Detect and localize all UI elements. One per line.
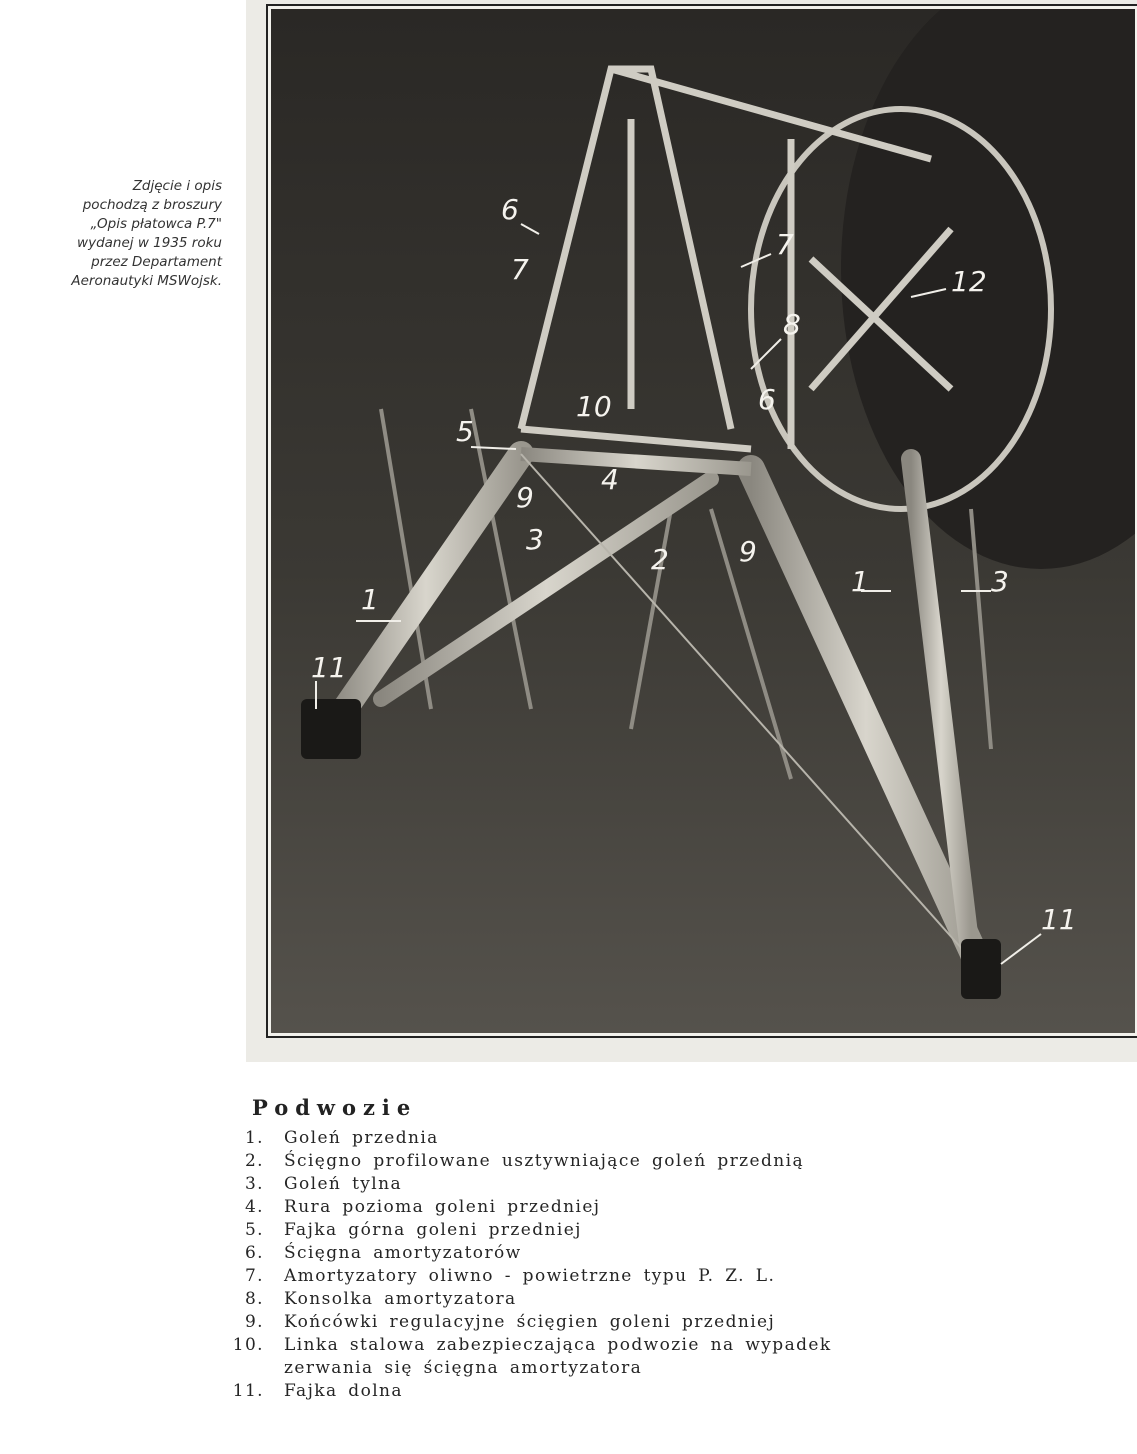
legend-text: Goleń przednia — [284, 1128, 439, 1148]
legend-list — [226, 1127, 926, 1403]
legend-item — [226, 1334, 926, 1380]
legend-number: 7. — [244, 1266, 264, 1286]
legend-text: Ścięgna amortyzatorów — [284, 1243, 522, 1263]
callout-label: 11 — [311, 651, 347, 684]
callout-label: 10 — [576, 390, 612, 423]
callout-label: 6 — [501, 193, 519, 226]
legend-number: 10. — [232, 1335, 264, 1355]
caption-line: przez Departament — [91, 254, 222, 270]
undercarriage-photo — [268, 6, 1137, 1036]
legend-title: Podwozie — [252, 1095, 418, 1120]
legend-text: Fajka górna goleni przedniej — [284, 1220, 582, 1240]
legend-number: 5. — [244, 1220, 264, 1240]
callout-label: 3 — [526, 523, 544, 556]
callout-label: 8 — [783, 308, 801, 341]
callout-label: 9 — [739, 535, 757, 568]
legend-item — [226, 1265, 926, 1288]
caption-line: „Opis płatowca P.7" — [90, 216, 222, 232]
callout-label: 1 — [851, 565, 869, 598]
legend-item — [226, 1150, 926, 1173]
legend-text: Konsolka amortyzatora — [284, 1289, 517, 1309]
caption-line: pochodzą z broszury — [82, 197, 222, 213]
legend-number: 8. — [244, 1289, 264, 1309]
legend-number: 4. — [244, 1197, 264, 1217]
legend-item — [226, 1380, 926, 1403]
legend-number: 11. — [232, 1381, 264, 1401]
callout-label: 9 — [516, 481, 534, 514]
legend-number: 3. — [244, 1174, 264, 1194]
legend-item — [226, 1196, 926, 1219]
legend-item — [226, 1127, 926, 1150]
legend-text: Końcówki regulacyjne ścięgien goleni przedniej — [284, 1312, 776, 1332]
legend-text: Linka stalowa zabezpieczająca podwozie na wypadek zerwania się ścięgna amortyzatora — [284, 1335, 832, 1378]
callout-label: 5 — [456, 415, 474, 448]
callout-label: 4 — [601, 463, 619, 496]
legend-number: 6. — [244, 1243, 264, 1263]
legend-number: 9. — [244, 1312, 264, 1332]
photo-illustration — [271, 9, 1135, 1033]
callout-label: 6 — [758, 383, 776, 416]
legend-text: Rura pozioma goleni przedniej — [284, 1197, 601, 1217]
legend-text: Ścięgno profilowane usztywniające goleń przednią — [284, 1151, 805, 1171]
caption-line: Aeronautyki MSWojsk. — [71, 273, 222, 289]
callout-label: 1 — [361, 583, 379, 616]
legend-item — [226, 1311, 926, 1334]
callout-label: 2 — [651, 543, 669, 576]
legend-item — [226, 1288, 926, 1311]
legend-item — [226, 1173, 926, 1196]
callout-label: 12 — [951, 265, 987, 298]
legend-text: Amortyzatory oliwno - powietrzne typu P. Z. L. — [284, 1266, 776, 1286]
caption-line: Zdjęcie i opis — [132, 178, 222, 194]
legend-item — [226, 1219, 926, 1242]
callout-label: 7 — [511, 253, 529, 286]
legend-text: Goleń tylna — [284, 1174, 403, 1194]
legend-item — [226, 1242, 926, 1265]
legend-number: 2. — [244, 1151, 264, 1171]
callout-label: 7 — [776, 228, 794, 261]
callout-label: 11 — [1041, 903, 1077, 936]
legend-text: Fajka dolna — [284, 1381, 403, 1401]
photo-caption — [20, 177, 222, 291]
callout-label: 3 — [991, 565, 1009, 598]
legend-number: 1. — [244, 1128, 264, 1148]
caption-line: wydanej w 1935 roku — [77, 235, 222, 251]
